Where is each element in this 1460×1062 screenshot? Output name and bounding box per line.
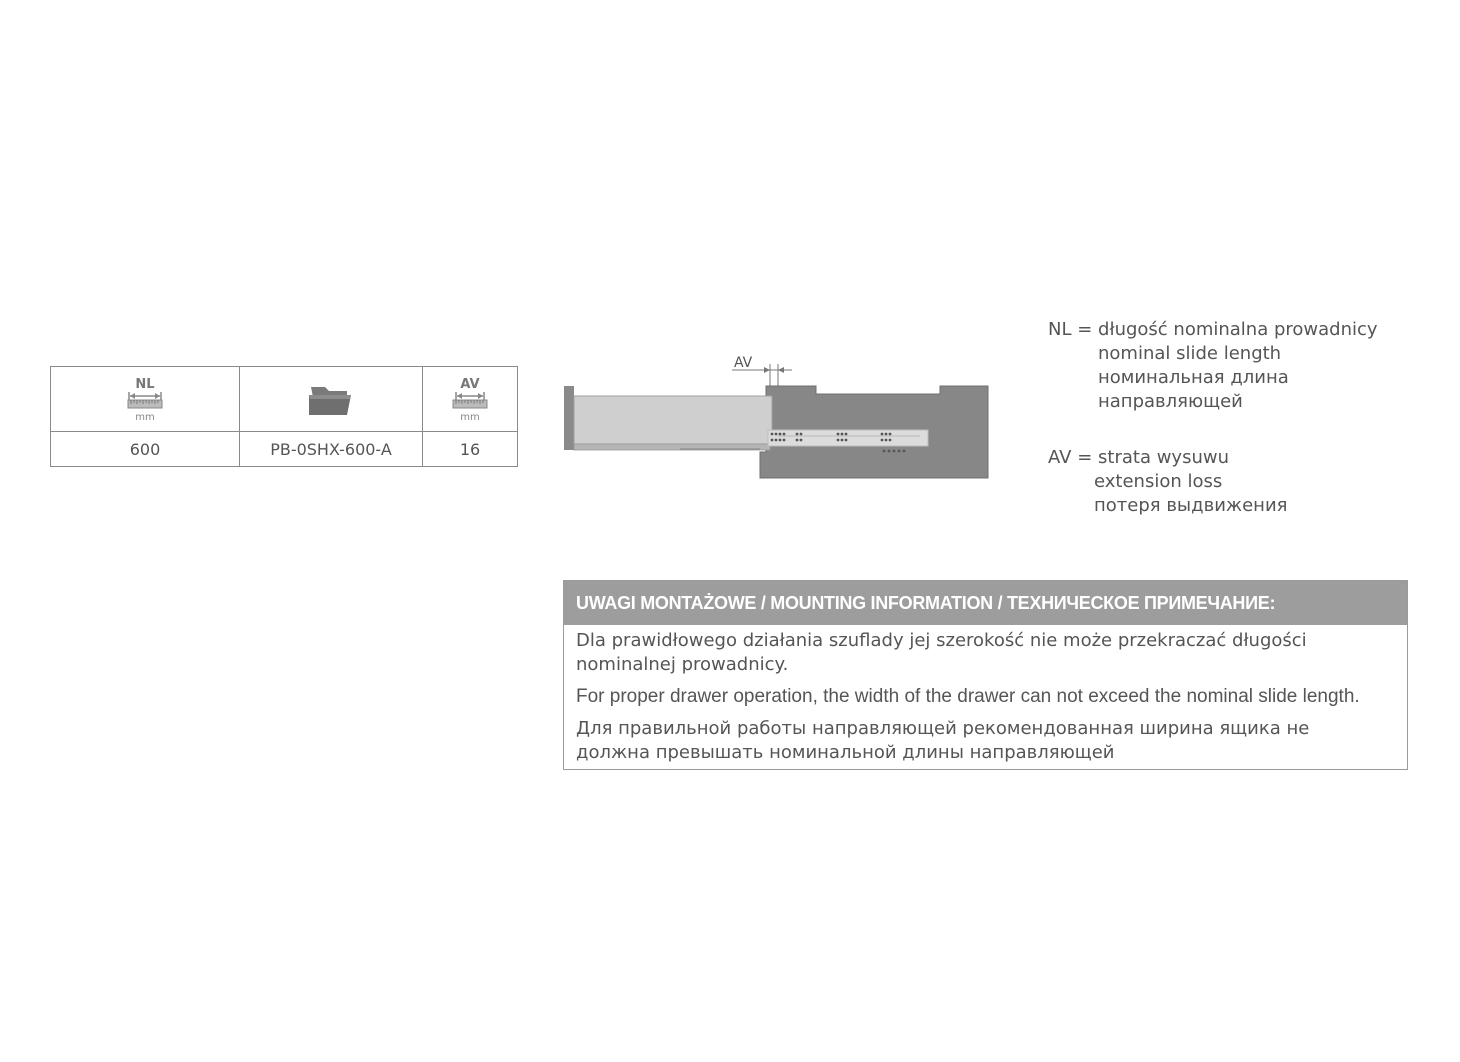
mounting-info-box xyxy=(563,580,1408,770)
drawer-side xyxy=(574,396,772,444)
mounting-info-pl xyxy=(576,629,1395,677)
legend-nl-row-1: NL = długość nominalna prowadnicy xyxy=(1048,319,1378,340)
legend-av-key: AV xyxy=(1048,447,1072,468)
ruler-icon xyxy=(440,374,500,424)
header-product-code xyxy=(240,367,423,432)
mounting-info-en: For proper drawer operation, the width of the drawer can not exceed the nominal slide length. xyxy=(576,686,1360,707)
legend-av-en: extension loss xyxy=(1094,471,1223,492)
mounting-info-title: UWAGI MONTAŻOWE / MOUNTING INFORMATION / ТЕХНИЧЕСКОЕ ПРИМЕЧАНИЕ: xyxy=(564,581,1407,625)
av-dimension-label: AV xyxy=(734,355,753,371)
svg-text:AV: AV xyxy=(460,377,480,392)
spec-table xyxy=(50,366,518,467)
spec-table-header-row xyxy=(51,367,518,432)
legend-av xyxy=(1048,446,1287,518)
mounting-info-pl-line-2: nominalnej prowadnicy. xyxy=(576,654,789,675)
drawer-slide-diagram xyxy=(560,348,1000,488)
legend-nl-key: NL xyxy=(1048,319,1072,340)
mounting-info-ru-line-1: Для правильной работы направляющей рекомендованная ширина ящика не xyxy=(576,718,1310,739)
legend-nl xyxy=(1048,318,1378,414)
header-nl xyxy=(51,367,240,432)
drawer-front xyxy=(564,386,574,450)
legend-nl-en: nominal slide length xyxy=(1098,343,1282,364)
legend-av-row-1: AV = strata wysuwu xyxy=(1048,447,1229,468)
slide-member xyxy=(768,430,928,446)
mounting-info-ru xyxy=(576,717,1395,765)
legend-av-pl: strata wysuwu xyxy=(1098,447,1229,468)
mounting-info-pl-line-1: Dla prawidłowego działania szuflady jej szerokość nie może przekraczać długości xyxy=(576,630,1307,651)
svg-text:mm: mm xyxy=(135,412,155,423)
legend-nl-ru-1: номинальная длина xyxy=(1098,367,1289,388)
header-av xyxy=(423,367,518,432)
av-value: 16 xyxy=(423,432,518,467)
ruler-icon xyxy=(115,374,175,424)
nl-value: 600 xyxy=(51,432,240,467)
legend-av-ru: потеря выдвижения xyxy=(1094,495,1288,516)
legend-nl-ru-2: направляющей xyxy=(1098,391,1243,412)
mounting-info-ru-line-2: должна превышать номинальной длины направляющей xyxy=(576,742,1115,763)
mounting-info-body xyxy=(564,625,1407,765)
spec-table-row xyxy=(51,432,518,467)
folder-icon xyxy=(306,381,356,417)
product-code: PB-0SHX-600-A xyxy=(240,432,423,467)
svg-text:NL: NL xyxy=(135,377,155,392)
legend-nl-pl: długość nominalna prowadnicy xyxy=(1098,319,1378,340)
svg-text:mm: mm xyxy=(460,412,480,423)
